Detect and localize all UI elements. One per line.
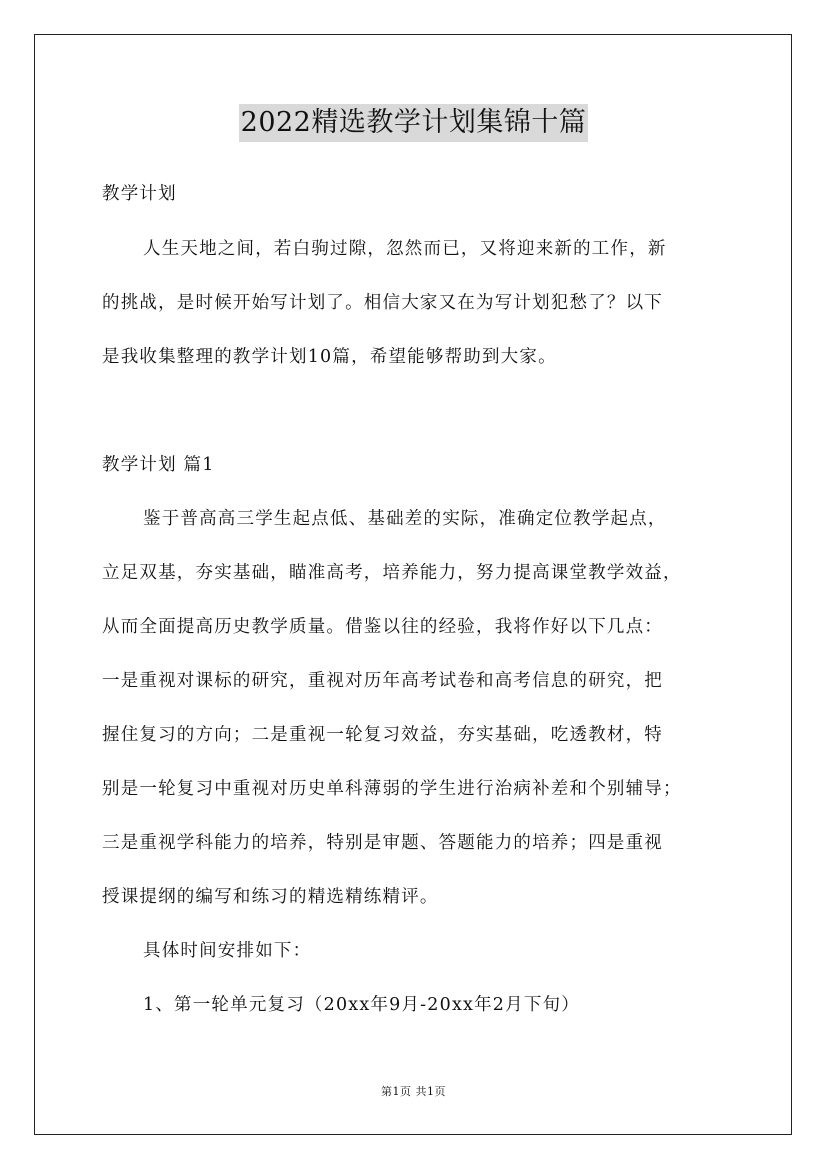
paragraph-line: 鉴于普高高三学生起点低、基础差的实际，准确定位教学起点，: [143, 509, 667, 529]
paragraph-line: 立足双基，夯实基础，瞄准高考，培养能力，努力提高课堂教学效益，: [102, 563, 682, 583]
paragraph-line: 人生天地之间，若白驹过隙，忽然而已，又将迎来新的工作，新: [143, 239, 667, 259]
title-container: [0, 104, 827, 142]
paragraph-line: 是我收集整理的教学计划10篇，希望能够帮助到大家。: [102, 347, 557, 367]
paragraph-line: 从而全面提高历史教学质量。借鉴以往的经验，我将作好以下几点：: [102, 617, 663, 637]
paragraph-line: 别是一轮复习中重视对历史单科薄弱的学生进行治病补差和个别辅导；: [102, 779, 682, 799]
section-heading: 教学计划: [102, 184, 177, 204]
paragraph-line: 握住复习的方向；二是重视一轮复习效益，夯实基础，吃透教材，特: [102, 725, 663, 745]
document-title: 2022精选教学计划集锦十篇: [239, 104, 589, 142]
paragraph-line: 具体时间安排如下：: [143, 941, 312, 961]
section-heading: 教学计划 篇1: [102, 455, 215, 475]
paragraph-line: 授课提纲的编写和练习的精选精练精评。: [102, 887, 439, 907]
paragraph-line: 的挑战，是时候开始写计划了。相信大家又在为写计划犯愁了？以下: [102, 293, 663, 313]
page-footer: 第1页 共1页: [381, 1085, 446, 1098]
paragraph-line: 三是重视学科能力的培养，特别是审题、答题能力的培养；四是重视: [102, 833, 663, 853]
paragraph-line: 一是重视对课标的研究，重视对历年高考试卷和高考信息的研究，把: [102, 671, 663, 691]
paragraph-line: 1、第一轮单元复习（20xx年9月-20xx年2月下旬）: [143, 995, 580, 1015]
